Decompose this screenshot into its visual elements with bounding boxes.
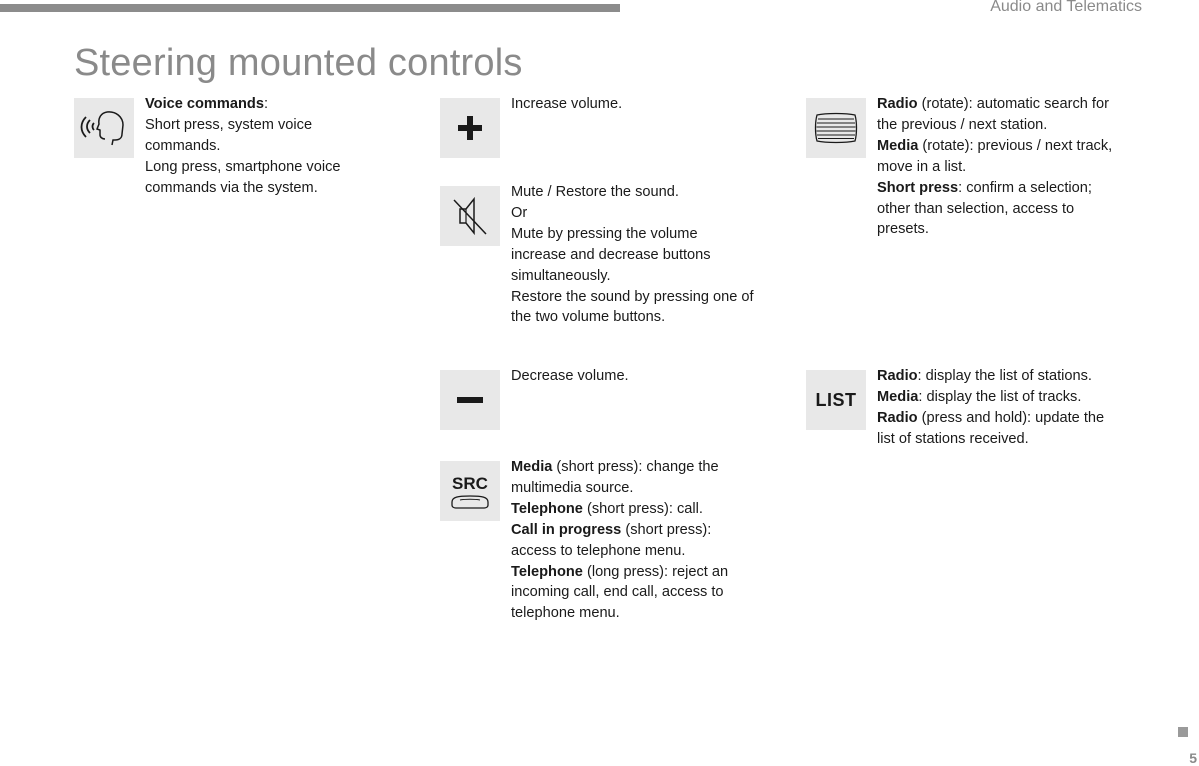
volume-down-description [511, 366, 781, 387]
section-label: Audio and Telematics [990, 0, 1142, 15]
page-corner-marker [1178, 727, 1188, 737]
desc-line: Restore the sound by pressing one of [511, 288, 754, 305]
volume-up-description [511, 94, 781, 115]
page-title: Steering mounted controls [74, 42, 523, 84]
thumbwheel-description [877, 94, 1152, 240]
desc-line: incoming call, end call, access to [511, 584, 724, 601]
src-label: SRC [452, 474, 488, 493]
desc-line: Decrease volume. [511, 368, 629, 384]
desc-line: Call in progress (short press): [511, 521, 712, 538]
src-phone-icon [440, 461, 500, 521]
desc-line: Increase volume. [511, 96, 623, 112]
source-telephone-description [511, 457, 786, 624]
desc-line: Mute / Restore the sound. [511, 184, 679, 200]
desc-line: other than selection, access to [877, 200, 1075, 217]
desc-line: multimedia source. [511, 479, 634, 496]
desc-line: Or [511, 204, 528, 221]
header-rule [0, 4, 620, 12]
desc-line: access to telephone menu. [511, 542, 686, 559]
desc-line: Media (short press): change the [511, 459, 719, 475]
page-number: 5 [1189, 750, 1197, 766]
desc-line: move in a list. [877, 158, 967, 175]
desc-line: Short press: confirm a selection; [877, 179, 1092, 196]
voice-command-icon [74, 98, 134, 158]
desc-line: Long press, smartphone voice [145, 158, 341, 175]
desc-line: Radio (rotate): automatic search for [877, 96, 1109, 112]
desc-line: Short press, system voice [145, 116, 313, 133]
list-button-icon [806, 370, 866, 430]
desc-line: Radio (press and hold): update the [877, 409, 1105, 426]
desc-line: increase and decrease buttons [511, 246, 711, 263]
desc-line: simultaneously. [511, 267, 611, 284]
desc-line: telephone menu. [511, 605, 620, 622]
desc-line: list of stations received. [877, 430, 1029, 447]
desc-line: Mute by pressing the volume [511, 225, 698, 242]
thumbwheel-icon [806, 98, 866, 158]
desc-line: Media: display the list of tracks. [877, 388, 1082, 405]
desc-line: Media (rotate): previous / next track, [877, 137, 1113, 154]
desc-line: Voice commands: [145, 96, 269, 112]
list-description [877, 366, 1152, 450]
desc-line: Telephone (long press): reject an [511, 563, 729, 580]
voice-commands-description [145, 94, 405, 199]
desc-line: commands. [145, 137, 221, 154]
desc-line: Radio: display the list of stations. [877, 368, 1092, 384]
desc-line: the previous / next station. [877, 116, 1048, 133]
desc-line: commands via the system. [145, 179, 318, 196]
desc-line: the two volume buttons. [511, 309, 666, 326]
mute-speaker-icon [440, 186, 500, 246]
minus-icon [440, 370, 500, 430]
mute-description [511, 182, 791, 328]
desc-line: Telephone (short press): call. [511, 500, 703, 517]
list-label: LIST [815, 389, 857, 410]
plus-icon [440, 98, 500, 158]
desc-line: presets. [877, 221, 929, 238]
